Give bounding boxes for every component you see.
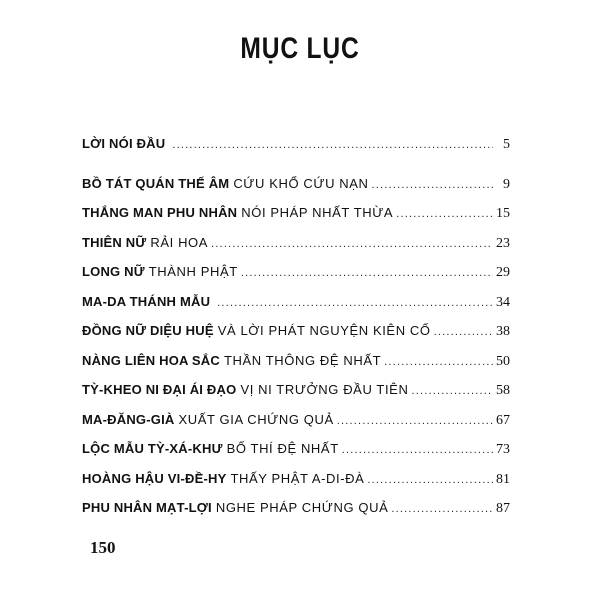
toc-entry[interactable] bbox=[82, 323, 510, 353]
dot-leader bbox=[372, 179, 493, 191]
toc-entry[interactable] bbox=[82, 441, 510, 471]
dot-leader bbox=[411, 385, 493, 397]
toc-entry[interactable] bbox=[82, 500, 510, 530]
toc-entry[interactable] bbox=[82, 235, 510, 265]
page-number: 150 bbox=[90, 538, 116, 557]
dot-leader bbox=[172, 139, 493, 151]
toc-entry-title: LONG NỮ bbox=[82, 264, 145, 279]
toc-entry[interactable] bbox=[82, 471, 510, 501]
toc-entry-page: 34 bbox=[496, 294, 510, 310]
dot-leader bbox=[211, 238, 493, 250]
toc-entry-page: 73 bbox=[496, 442, 510, 457]
toc-entry[interactable] bbox=[82, 176, 510, 206]
toc-entry-title: NÀNG LIÊN HOA SẮC bbox=[82, 352, 220, 368]
toc-entry-page: 38 bbox=[496, 324, 510, 339]
toc-entry-page: 23 bbox=[496, 235, 510, 251]
toc-entry-title: HOÀNG HẬU VI-ĐỀ-HY bbox=[82, 470, 227, 486]
toc-entry[interactable] bbox=[82, 136, 510, 166]
dot-leader bbox=[391, 503, 493, 515]
toc-entry-subtitle: BỐ THÍ ĐỆ NHẤT bbox=[226, 441, 339, 456]
toc-entry-page: 58 bbox=[496, 383, 510, 398]
toc-entry[interactable] bbox=[82, 382, 510, 412]
toc-entry-subtitle: RẢI HOA bbox=[150, 234, 209, 250]
toc-entry-page: 87 bbox=[496, 501, 510, 516]
toc-entry-page: 5 bbox=[503, 137, 510, 152]
dot-leader bbox=[337, 415, 493, 427]
toc-entry-page: 9 bbox=[503, 176, 510, 192]
toc-entry-subtitle: CỨU KHỔ CỨU NẠN bbox=[233, 175, 369, 191]
toc-entry-subtitle: THẦN THÔNG ĐỆ NHẤT bbox=[223, 352, 382, 368]
toc-entry-subtitle: VÀ LỜI PHÁT NGUYỆN KIÊN CỐ bbox=[217, 323, 431, 338]
toc-entry-subtitle: VỊ NI TRƯỞNG ĐẦU TIÊN bbox=[240, 382, 409, 397]
toc-entry-subtitle: NGHE PHÁP CHỨNG QUẢ bbox=[215, 500, 389, 515]
toc-entry-title: TỲ-KHEO NI ĐẠI ÁI ĐẠO bbox=[82, 382, 237, 397]
toc-entry-page: 29 bbox=[496, 265, 510, 280]
dot-leader bbox=[217, 297, 493, 309]
toc-entry-title: LỘC MẪU TỲ-XÁ-KHƯ bbox=[82, 441, 223, 456]
toc-entry-title: ĐỒNG NỮ DIỆU HUỆ bbox=[82, 323, 214, 338]
toc-entry-page: 67 bbox=[496, 412, 510, 428]
page-title: MỤC LỤC bbox=[240, 32, 360, 65]
dot-leader bbox=[241, 267, 493, 279]
dot-leader bbox=[367, 474, 493, 486]
toc-entry[interactable] bbox=[82, 264, 510, 294]
toc-entry[interactable] bbox=[82, 205, 510, 235]
toc-entry-title: MA-DA THÁNH MẪU bbox=[82, 293, 211, 309]
toc-entry-subtitle: XUẤT GIA CHỨNG QUẢ bbox=[178, 411, 334, 427]
toc-entry-title: BỒ TÁT QUÁN THẾ ÂM bbox=[82, 175, 230, 191]
table-of-contents bbox=[82, 136, 510, 530]
toc-entry-title: MA-ĐĂNG-GIÀ bbox=[82, 411, 175, 427]
toc-entry-title: LỜI NÓI ĐẦU bbox=[82, 136, 166, 151]
toc-entry-title: THIÊN NỮ bbox=[82, 234, 147, 250]
toc-entry[interactable] bbox=[82, 353, 510, 383]
toc-entry[interactable] bbox=[82, 412, 510, 442]
toc-entry-subtitle: THÀNH PHẬT bbox=[148, 264, 238, 279]
dot-leader bbox=[396, 208, 493, 220]
toc-entry-subtitle: THẤY PHẬT A-DI-ĐÀ bbox=[230, 470, 365, 486]
toc-entry-subtitle: NÓI PHÁP NHẤT THỪA bbox=[241, 205, 394, 220]
toc-entry-title: PHU NHÂN MẠT-LỢI bbox=[82, 500, 212, 515]
toc-entry-page: 15 bbox=[496, 206, 510, 221]
toc-entry-page: 81 bbox=[496, 471, 510, 487]
toc-entry-page: 50 bbox=[496, 353, 510, 369]
dot-leader bbox=[342, 444, 493, 456]
dot-leader bbox=[434, 326, 493, 338]
toc-entry-title: THẮNG MAN PHU NHÂN bbox=[82, 205, 238, 220]
dot-leader bbox=[384, 356, 493, 368]
toc-entry[interactable] bbox=[82, 294, 510, 324]
